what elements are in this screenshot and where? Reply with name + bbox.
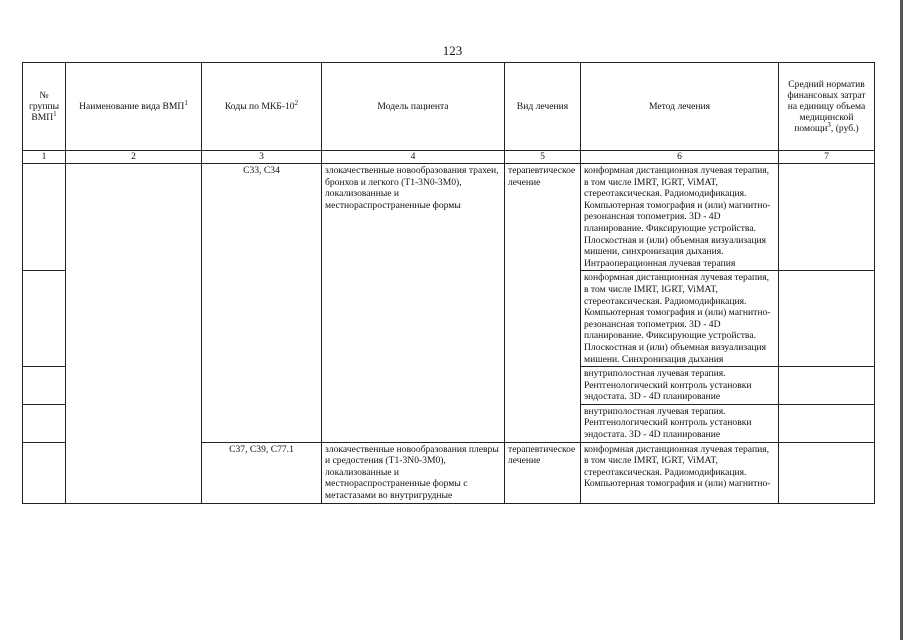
treatment-method-cell: конформная дистанционная лучевая терапия, в том числе IMRT, IGRT, ViMAT, стереотаксическая. Радиомодификация. Компьютерная томография и (или) магнитно-резонансная топометрия. 3D - 4D планирование. Фиксирующие устройства. Плоскостная и (или) объемная визуализация мишени. Синхронизация дыхания <box>581 271 779 367</box>
treatment-method-cell: конформная дистанционная лучевая терапия, в том числе IMRT, IGRT, ViMAT, стереотаксическая. Радиомодификация. Компьютерная томография и (или) магнитно-резонансная топометрия. 3D - 4D планирование. Фиксирующие устройства. Плоскостная и (или) объемная визуализация мишени, синхронизация дыхания. Интраоперационная лучевая терапия <box>581 164 779 271</box>
cost-cell <box>779 404 875 442</box>
icd-codes-cell: С33, С34 <box>202 164 322 443</box>
treatment-type-cell: терапевтическое лечение <box>505 442 581 503</box>
header-icd-codes: Коды по МКБ-$10^2$ <box>202 63 322 151</box>
vmp-table <box>22 62 875 504</box>
header-cost-standard: Средний норматив финансовых затрат на единицу объема медицинской помощи$^3$, (руб.) <box>779 63 875 151</box>
header-vmp-name: Наименование вида ВМП$^1$ <box>66 63 202 151</box>
group-number-cell <box>23 164 66 271</box>
column-number: 5 <box>505 151 581 164</box>
column-number: 6 <box>581 151 779 164</box>
patient-model-cell: злокачественные новообразования трахеи, бронхов и легкого (Т1-3N0-3M0), локализованные и местнораспространенные формы <box>322 164 505 443</box>
group-number-cell <box>23 404 66 442</box>
header-patient-model: Модель пациента <box>322 63 505 151</box>
cost-cell <box>779 271 875 367</box>
header-treatment-method: Метод лечения <box>581 63 779 151</box>
cost-cell <box>779 164 875 271</box>
page-number: 123 <box>442 43 463 58</box>
treatment-method-cell: внутриполостная лучевая терапия. Рентгенологический контроль установки эндостата. 3D - 4D планирование <box>581 367 779 405</box>
header-group-number: № группы ВМП$^1$ <box>23 63 66 151</box>
column-number: 2 <box>66 151 202 164</box>
column-number: 4 <box>322 151 505 164</box>
column-numbers-row <box>23 151 875 164</box>
page-edge-line <box>900 0 903 640</box>
vmp-name-cell <box>66 164 202 504</box>
patient-model-cell: злокачественные новообразования плевры и средостения (Т1-3N0-3M0), локализованные и местнораспространенные формы с метастазами во внутригрудные <box>322 442 505 503</box>
cost-cell <box>779 367 875 405</box>
icd-codes-cell: С37, С39, С77.1 <box>202 442 322 503</box>
cost-cell <box>779 442 875 503</box>
group-number-cell <box>23 367 66 405</box>
treatment-type-cell: терапевтическое лечение <box>505 164 581 443</box>
table-row <box>23 164 875 271</box>
header-row <box>23 63 875 151</box>
group-number-cell <box>23 271 66 367</box>
column-number: 7 <box>779 151 875 164</box>
group-number-cell <box>23 442 66 503</box>
header-treatment-type: Вид лечения <box>505 63 581 151</box>
column-number: 1 <box>23 151 66 164</box>
treatment-method-cell: внутриполостная лучевая терапия. Рентгенологический контроль установки эндостата. 3D - 4D планирование <box>581 404 779 442</box>
column-number: 3 <box>202 151 322 164</box>
treatment-method-cell: конформная дистанционная лучевая терапия, в том числе IMRT, IGRT, ViMAT, стереотаксическая. Радиомодификация. Компьютерная томография и (или) магнитно- <box>581 442 779 503</box>
